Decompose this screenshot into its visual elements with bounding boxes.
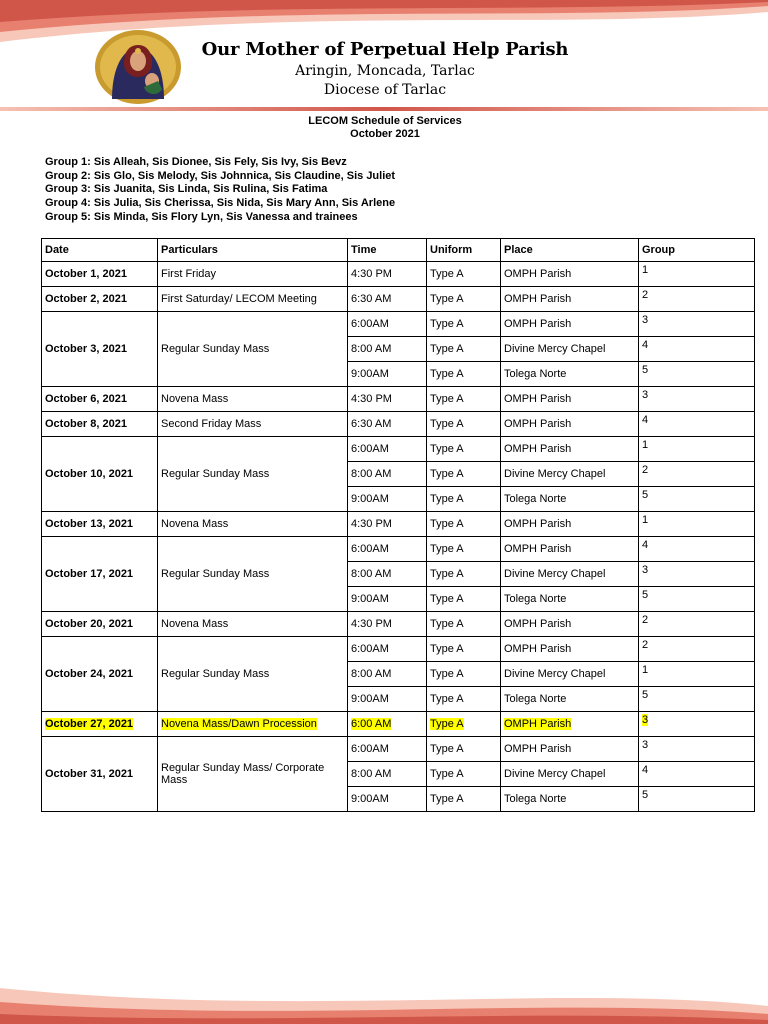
cell-time: 8:00 AM bbox=[348, 462, 427, 487]
document-title: LECOM Schedule of Services bbox=[308, 115, 462, 127]
document-title-block bbox=[230, 115, 540, 141]
cell-date: October 13, 2021 bbox=[42, 512, 158, 537]
cell-place: OMPH Parish bbox=[501, 387, 639, 412]
header-place: Place bbox=[501, 239, 639, 262]
cell-group: 1 bbox=[639, 512, 755, 537]
header-particulars: Particulars bbox=[158, 239, 348, 262]
cell-uniform-highlight: Type A bbox=[430, 718, 464, 730]
cell-date: October 8, 2021 bbox=[42, 412, 158, 437]
cell-uniform: Type A bbox=[427, 362, 501, 387]
cell-group: 5 bbox=[639, 487, 755, 512]
cell-date: October 3, 2021 bbox=[42, 312, 158, 387]
cell-date: October 17, 2021 bbox=[42, 537, 158, 612]
cell-group: 5 bbox=[639, 362, 755, 387]
cell-uniform: Type A bbox=[427, 437, 501, 462]
cell-group: 5 bbox=[639, 787, 755, 812]
cell-group: 1 bbox=[639, 662, 755, 687]
cell-group: 4 bbox=[639, 537, 755, 562]
cell-place: OMPH Parish bbox=[501, 537, 639, 562]
header-date: Date bbox=[42, 239, 158, 262]
cell-group: 4 bbox=[639, 762, 755, 787]
cell-particulars: Regular Sunday Mass/ Corporate Mass bbox=[158, 737, 348, 812]
table-row bbox=[42, 437, 755, 462]
table-row bbox=[42, 537, 755, 562]
table-header-row bbox=[42, 239, 755, 262]
cell-uniform: Type A bbox=[427, 587, 501, 612]
table-row bbox=[42, 287, 755, 312]
cell-particulars: Novena Mass bbox=[158, 612, 348, 637]
cell-uniform: Type A bbox=[427, 637, 501, 662]
cell-time: 8:00 AM bbox=[348, 662, 427, 687]
cell-group: 5 bbox=[639, 587, 755, 612]
cell-date-highlight: October 27, 2021 bbox=[45, 718, 134, 730]
cell-uniform: Type A bbox=[427, 537, 501, 562]
schedule-body bbox=[42, 262, 755, 812]
cell-time: 9:00AM bbox=[348, 687, 427, 712]
cell-group: 2 bbox=[639, 637, 755, 662]
cell-time: 6:30 AM bbox=[348, 287, 427, 312]
cell-place: OMPH Parish bbox=[501, 637, 639, 662]
cell-uniform: Type A bbox=[427, 337, 501, 362]
cell-particulars: First Friday bbox=[158, 262, 348, 287]
cell-particulars bbox=[158, 712, 348, 737]
cell-place: OMPH Parish bbox=[501, 287, 639, 312]
cell-uniform: Type A bbox=[427, 687, 501, 712]
cell-time: 4:30 PM bbox=[348, 512, 427, 537]
parish-header bbox=[180, 38, 590, 100]
cell-place: Tolega Norte bbox=[501, 687, 639, 712]
cell-time: 4:30 PM bbox=[348, 612, 427, 637]
cell-place: Divine Mercy Chapel bbox=[501, 662, 639, 687]
cell-place: OMPH Parish bbox=[501, 612, 639, 637]
header-time: Time bbox=[348, 239, 427, 262]
cell-group: 2 bbox=[639, 287, 755, 312]
footer-swoosh bbox=[0, 968, 768, 1024]
cell-uniform: Type A bbox=[427, 787, 501, 812]
cell-uniform: Type A bbox=[427, 412, 501, 437]
cell-particulars: Novena Mass bbox=[158, 387, 348, 412]
cell-time: 6:00AM bbox=[348, 537, 427, 562]
group-line: Group 2: Sis Glo, Sis Melody, Sis Johnnica, Sis Claudine, Sis Juliet bbox=[45, 169, 396, 182]
cell-uniform: Type A bbox=[427, 512, 501, 537]
cell-place: Tolega Norte bbox=[501, 362, 639, 387]
cell-group: 4 bbox=[639, 412, 755, 437]
cell-time bbox=[348, 712, 427, 737]
table-row bbox=[42, 387, 755, 412]
cell-place bbox=[501, 712, 639, 737]
cell-uniform: Type A bbox=[427, 562, 501, 587]
table-row bbox=[42, 712, 755, 737]
cell-uniform: Type A bbox=[427, 737, 501, 762]
cell-place: OMPH Parish bbox=[501, 437, 639, 462]
cell-time: 6:00AM bbox=[348, 312, 427, 337]
cell-place: OMPH Parish bbox=[501, 312, 639, 337]
cell-time: 8:00 AM bbox=[348, 762, 427, 787]
cell-group: 3 bbox=[639, 737, 755, 762]
cell-uniform: Type A bbox=[427, 487, 501, 512]
cell-particulars: Regular Sunday Mass bbox=[158, 537, 348, 612]
cell-time: 4:30 PM bbox=[348, 262, 427, 287]
cell-date: October 6, 2021 bbox=[42, 387, 158, 412]
cell-time-highlight: 6:00 AM bbox=[351, 718, 392, 730]
cell-uniform: Type A bbox=[427, 612, 501, 637]
cell-group: 3 bbox=[639, 387, 755, 412]
cell-place: Divine Mercy Chapel bbox=[501, 462, 639, 487]
parish-location: Aringin, Moncada, Tarlac bbox=[295, 63, 475, 79]
cell-uniform: Type A bbox=[427, 262, 501, 287]
cell-date: October 20, 2021 bbox=[42, 612, 158, 637]
table-row bbox=[42, 637, 755, 662]
cell-uniform: Type A bbox=[427, 662, 501, 687]
cell-group bbox=[639, 712, 755, 737]
cell-place: Tolega Norte bbox=[501, 487, 639, 512]
group-line: Group 1: Sis Alleah, Sis Dionee, Sis Fely, Sis Ivy, Sis Bevz bbox=[45, 156, 347, 168]
cell-group: 5 bbox=[639, 687, 755, 712]
cell-time: 6:00AM bbox=[348, 737, 427, 762]
table-row bbox=[42, 262, 755, 287]
schedule-table bbox=[41, 238, 755, 812]
table-row bbox=[42, 312, 755, 337]
cell-time: 8:00 AM bbox=[348, 337, 427, 362]
cell-time: 6:30 AM bbox=[348, 412, 427, 437]
cell-date bbox=[42, 712, 158, 737]
cell-date: October 31, 2021 bbox=[42, 737, 158, 812]
group-list bbox=[45, 156, 395, 225]
cell-place: Tolega Norte bbox=[501, 587, 639, 612]
cell-time: 6:00AM bbox=[348, 637, 427, 662]
cell-time: 8:00 AM bbox=[348, 562, 427, 587]
header-divider bbox=[0, 107, 768, 111]
cell-place: Tolega Norte bbox=[501, 787, 639, 812]
cell-uniform: Type A bbox=[427, 287, 501, 312]
cell-date: October 24, 2021 bbox=[42, 637, 158, 712]
cell-particulars: Second Friday Mass bbox=[158, 412, 348, 437]
cell-date: October 10, 2021 bbox=[42, 437, 158, 512]
cell-group: 4 bbox=[639, 337, 755, 362]
cell-place: OMPH Parish bbox=[501, 412, 639, 437]
cell-group: 3 bbox=[639, 562, 755, 587]
cell-time: 9:00AM bbox=[348, 487, 427, 512]
group-line: Group 5: Sis Minda, Sis Flory Lyn, Sis Vanessa and trainees bbox=[45, 210, 358, 223]
cell-group-highlight: 3 bbox=[642, 714, 649, 726]
cell-group: 2 bbox=[639, 612, 755, 637]
cell-place: Divine Mercy Chapel bbox=[501, 337, 639, 362]
cell-uniform: Type A bbox=[427, 762, 501, 787]
table-row bbox=[42, 512, 755, 537]
cell-place-highlight: OMPH Parish bbox=[504, 718, 572, 730]
table-row bbox=[42, 612, 755, 637]
cell-particulars: Regular Sunday Mass bbox=[158, 312, 348, 387]
cell-group: 1 bbox=[639, 262, 755, 287]
cell-particulars: Regular Sunday Mass bbox=[158, 637, 348, 712]
cell-group: 2 bbox=[639, 462, 755, 487]
madonna-icon bbox=[94, 29, 182, 105]
cell-particulars-highlight: Novena Mass/Dawn Procession bbox=[161, 718, 317, 730]
cell-date: October 2, 2021 bbox=[42, 287, 158, 312]
cell-time: 9:00AM bbox=[348, 787, 427, 812]
cell-uniform: Type A bbox=[427, 387, 501, 412]
table-row bbox=[42, 412, 755, 437]
cell-particulars: Regular Sunday Mass bbox=[158, 437, 348, 512]
cell-time: 6:00AM bbox=[348, 437, 427, 462]
header-group: Group bbox=[639, 239, 755, 262]
header-uniform: Uniform bbox=[427, 239, 501, 262]
cell-time: 9:00AM bbox=[348, 362, 427, 387]
cell-particulars: First Saturday/ LECOM Meeting bbox=[158, 287, 348, 312]
cell-uniform bbox=[427, 712, 501, 737]
cell-place: Divine Mercy Chapel bbox=[501, 762, 639, 787]
cell-group: 3 bbox=[639, 312, 755, 337]
table-row bbox=[42, 737, 755, 762]
parish-diocese: Diocese of Tarlac bbox=[323, 82, 447, 98]
cell-uniform: Type A bbox=[427, 462, 501, 487]
cell-place: OMPH Parish bbox=[501, 512, 639, 537]
group-line: Group 4: Sis Julia, Sis Cherissa, Sis Nida, Sis Mary Ann, Sis Arlene bbox=[45, 197, 396, 210]
cell-place: Divine Mercy Chapel bbox=[501, 562, 639, 587]
cell-uniform: Type A bbox=[427, 312, 501, 337]
cell-time: 4:30 PM bbox=[348, 387, 427, 412]
cell-time: 9:00AM bbox=[348, 587, 427, 612]
cell-particulars: Novena Mass bbox=[158, 512, 348, 537]
document-month: October 2021 bbox=[350, 128, 420, 140]
cell-place: OMPH Parish bbox=[501, 737, 639, 762]
cell-date: October 1, 2021 bbox=[42, 262, 158, 287]
parish-name: Our Mother of Perpetual Help Parish bbox=[201, 39, 569, 60]
cell-group: 1 bbox=[639, 437, 755, 462]
cell-place: OMPH Parish bbox=[501, 262, 639, 287]
group-line: Group 3: Sis Juanita, Sis Linda, Sis Rulina, Sis Fatima bbox=[45, 183, 328, 196]
